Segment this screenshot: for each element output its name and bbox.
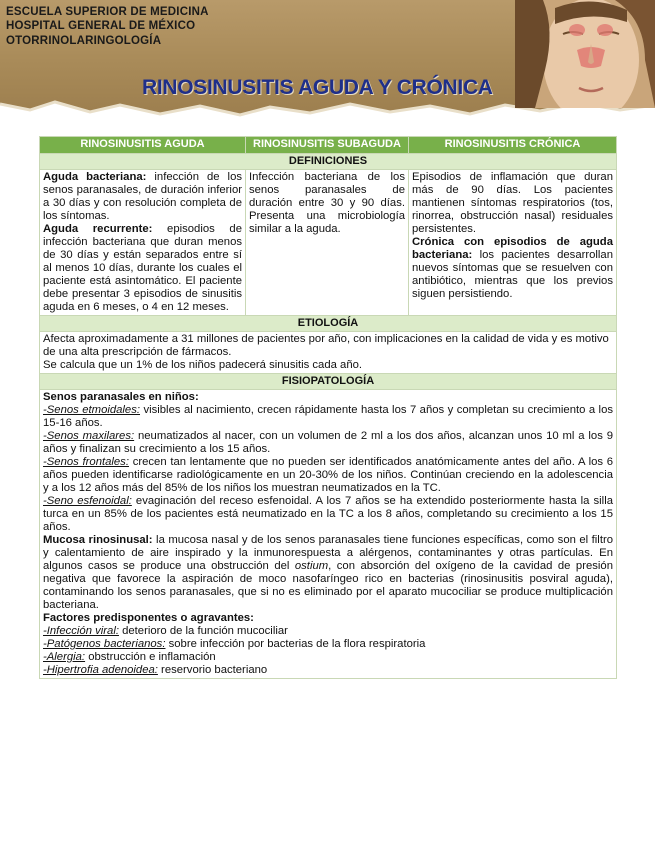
frontales-label: -Senos frontales: <box>43 456 129 468</box>
factor-2-text: sobre infección por bacterias de la flora respiratoria <box>165 638 426 650</box>
mucosa-ostium: ostium <box>294 560 329 572</box>
maxilares-text: neumatizados al nacer, con un volumen de 2 ml a los dos años, alcanzan unos 10 ml a los 9 años y finalizan su crecimiento a los 15 años. <box>43 430 613 455</box>
def-aguda-cell <box>40 170 246 316</box>
etmoidales-label: -Senos etmoidales: <box>43 404 141 416</box>
factor-1-text: deterioro de la función mucociliar <box>118 625 288 637</box>
frontales-text: crecen tan lentamente que no pueden ser identificados anatómicamente antes del año. A los 6 años pueden identificarse radiológicamente en un 20-30% de los niños. Continúan creciendo en la adolescencia y a los 12 años más del 85% de los niños los muestran neumatizados en la TC. <box>43 456 614 494</box>
school-name: ESCUELA SUPERIOR DE MEDICINA <box>6 6 209 18</box>
etiologia-cell <box>40 332 617 374</box>
esfenoidal-label: -Seno esfenoidal: <box>43 495 132 507</box>
etmoidales-text: visibles al nacimiento, crecen rápidamente hasta los 7 años y completan su crecimiento a los 15-16 años. <box>43 404 614 429</box>
def-subaguda-cell: Infección bacteriana de los senos paranasales de duración entre 30 y 90 días. Presenta una microbiología similar a la aguda. <box>246 170 409 316</box>
face-sinus-illustration-icon <box>515 0 655 108</box>
section-definiciones: DEFINICIONES <box>40 154 617 170</box>
def-bacteriana-text: infección de los senos paranasales, de duración inferior a 30 días y con resolución completa de los síntomas. <box>43 171 242 222</box>
section-fisiopatologia: FISIOPATOLOGÍA <box>40 374 617 390</box>
def-cronica-text: Episodios de inflamación que duran más de 90 días. Los pacientes mantienen síntomas respiratorios (tos, rinorrea, obstrucción nasal) residuales persistentes. <box>412 171 613 235</box>
esfenoidal-text: evaginación del receso esfenoidal. A los 7 años se ha extendido posteriormente hasta la silla turca en un 85% de los pacientes está neumatizado en la TC a los 8 años, completando su crecimiento a los 15 años. <box>43 495 613 533</box>
def-cronica-cell <box>409 170 617 316</box>
hospital-name: HOSPITAL GENERAL DE MÉXICO <box>6 20 196 32</box>
factor-2-label: -Patógenos bacterianos: <box>43 638 166 650</box>
def-cronica-aguda-label: Crónica con episodios de aguda bacteriana: <box>412 236 613 261</box>
mucosa-text1: la mucosa nasal y de los senos paranasales tiene funciones específicas, como son el filtro y calentamiento de aire inspirado y la inmunorespuesta a alérgenos, contaminantes y otras partículas. En algunos casos se produce una obstrucción del <box>43 534 613 572</box>
column-header-row <box>40 137 617 154</box>
etiologia-p2: Se calcula que un 1% de los niños padecerá sinusitis cada año. <box>43 359 363 371</box>
maxilares-label: -Senos maxilares: <box>43 430 135 442</box>
definitions-row <box>40 170 617 316</box>
factores-title: Factores predisponentes o agravantes: <box>43 612 254 624</box>
factor-1-label: -Infección viral: <box>43 625 119 637</box>
col-aguda: RINOSINUSITIS AGUDA <box>40 137 246 154</box>
col-cronica: RINOSINUSITIS CRÓNICA <box>409 137 617 154</box>
mucosa-text2: , con absorción del oxígeno de la cavidad de presión negativa que favorece la aspiración de moco nasofaríngeo rico en bacterias (rinosinusitis posviral aguda), contaminando los senos paranasales, que si no es eliminado por el aparato mucociliar se produce multiplicación bacteriana. <box>43 560 613 611</box>
etiologia-p1: Afecta aproximadamente a 31 millones de pacientes por año, con implicaciones en la calidad de vida y es motivo de una alta prescripción de fármacos. <box>43 333 609 358</box>
def-cronica-aguda-text: los pacientes desarrollan nuevos síntomas que se resuelven con antibiótico, mientras que los previos siguen persistiendo. <box>412 249 613 300</box>
content-table <box>39 136 617 679</box>
senos-title: Senos paranasales en niños: <box>43 391 199 403</box>
def-bacteriana-label: Aguda bacteriana: <box>43 171 147 183</box>
factor-3-text: obstrucción e inflamación <box>85 651 216 663</box>
factor-4-label: -Hipertrofia adenoidea: <box>43 664 158 676</box>
department-name: OTORRINOLARINGOLOGÍA <box>6 35 162 47</box>
def-recurrente-label: Aguda recurrente: <box>43 223 153 235</box>
factor-3-label: -Alergia: <box>43 651 86 663</box>
etiologia-row <box>40 332 617 374</box>
def-recurrente-text: episodios de infección bacteriana que duran menos de 30 días y están separados entre sí al menos 10 días, durante los cuales el paciente está asintomático. El paciente debe presentar 3 episodios de sinusitis aguda en 6 meses, o 4 en 12 meses. <box>43 223 242 313</box>
col-subaguda: RINOSINUSITIS SUBAGUDA <box>246 137 409 154</box>
fisio-cell <box>40 390 617 679</box>
section-etiologia: ETIOLOGÍA <box>40 316 617 332</box>
fisio-row <box>40 390 617 679</box>
mucosa-label: Mucosa rinosinusal: <box>43 534 153 546</box>
page-title: RINOSINUSITIS AGUDA Y CRÓNICA <box>142 76 493 99</box>
factor-4-text: reservorio bacteriano <box>157 664 268 676</box>
